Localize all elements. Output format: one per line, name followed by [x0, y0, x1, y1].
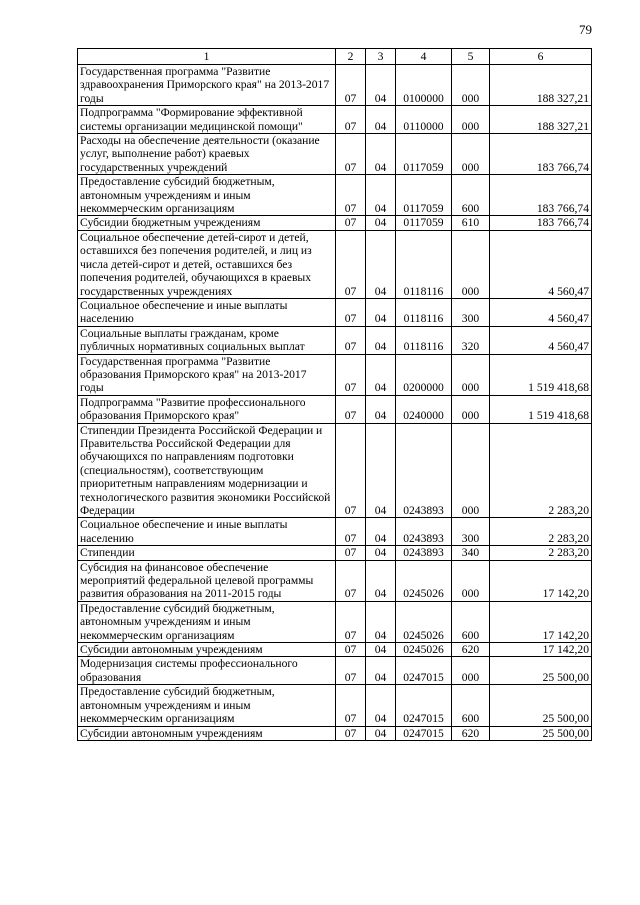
- row-code-3-cell: 04: [366, 216, 396, 230]
- row-code-3-cell: 04: [366, 106, 396, 134]
- row-amount-cell: 4 560,47: [490, 298, 592, 326]
- row-name-cell: Расходы на обеспечение деятельности (оказание услуг, выполнение работ) краевых государственных учреждений: [78, 134, 336, 175]
- table-row: [78, 518, 592, 546]
- table-row: [78, 354, 592, 395]
- budget-table-body: [78, 49, 592, 741]
- row-code-4-cell: 0245026: [396, 560, 452, 601]
- row-code-3-cell: 04: [366, 326, 396, 354]
- row-name-cell: Государственная программа "Развитие здравоохранения Приморского края" на 2013-2017 годы: [78, 65, 336, 106]
- row-code-2-cell: 07: [336, 685, 366, 726]
- row-code-4-cell: 0245026: [396, 601, 452, 642]
- column-header-4: 4: [396, 49, 452, 65]
- row-code-2-cell: 07: [336, 423, 366, 518]
- row-code-3-cell: 04: [366, 298, 396, 326]
- table-row: [78, 726, 592, 740]
- row-code-2-cell: 07: [336, 601, 366, 642]
- row-name-cell: Предоставление субсидий бюджетным, автономным учреждениям и иным некоммерческим организациям: [78, 685, 336, 726]
- table-row: [78, 423, 592, 518]
- column-header-1: 1: [78, 49, 336, 65]
- table-row: [78, 175, 592, 216]
- row-code-4-cell: 0118116: [396, 230, 452, 298]
- table-row: [78, 601, 592, 642]
- row-amount-cell: 4 560,47: [490, 230, 592, 298]
- row-code-2-cell: 07: [336, 726, 366, 740]
- row-code-2-cell: 07: [336, 326, 366, 354]
- row-amount-cell: 188 327,21: [490, 106, 592, 134]
- row-code-5-cell: 000: [452, 134, 490, 175]
- row-code-2-cell: 07: [336, 230, 366, 298]
- row-code-3-cell: 04: [366, 395, 396, 423]
- row-amount-cell: 183 766,74: [490, 134, 592, 175]
- row-code-5-cell: 600: [452, 175, 490, 216]
- row-code-2-cell: 07: [336, 657, 366, 685]
- row-code-5-cell: 300: [452, 518, 490, 546]
- row-code-3-cell: 04: [366, 685, 396, 726]
- table-row: [78, 560, 592, 601]
- row-code-4-cell: 0243893: [396, 423, 452, 518]
- row-code-2-cell: 07: [336, 560, 366, 601]
- row-code-2-cell: 07: [336, 395, 366, 423]
- row-amount-cell: 25 500,00: [490, 657, 592, 685]
- row-amount-cell: 183 766,74: [490, 175, 592, 216]
- row-code-5-cell: 610: [452, 216, 490, 230]
- row-code-4-cell: 0118116: [396, 326, 452, 354]
- row-amount-cell: 17 142,20: [490, 560, 592, 601]
- table-row: [78, 685, 592, 726]
- row-name-cell: Социальное обеспечение и иные выплаты населению: [78, 518, 336, 546]
- row-code-2-cell: 07: [336, 65, 366, 106]
- row-code-2-cell: 07: [336, 546, 366, 560]
- row-amount-cell: 2 283,20: [490, 423, 592, 518]
- row-code-3-cell: 04: [366, 134, 396, 175]
- row-code-5-cell: 340: [452, 546, 490, 560]
- row-name-cell: Субсидии автономным учреждениям: [78, 726, 336, 740]
- row-code-5-cell: 000: [452, 106, 490, 134]
- row-code-4-cell: 0240000: [396, 395, 452, 423]
- row-code-5-cell: 000: [452, 657, 490, 685]
- table-row: [78, 657, 592, 685]
- row-code-5-cell: 620: [452, 643, 490, 657]
- row-name-cell: Модернизация системы профессионального образования: [78, 657, 336, 685]
- row-code-2-cell: 07: [336, 643, 366, 657]
- row-code-4-cell: 0100000: [396, 65, 452, 106]
- row-name-cell: Предоставление субсидий бюджетным, автономным учреждениям и иным некоммерческим организациям: [78, 175, 336, 216]
- row-name-cell: Предоставление субсидий бюджетным, автономным учреждениям и иным некоммерческим организациям: [78, 601, 336, 642]
- row-code-2-cell: 07: [336, 216, 366, 230]
- table-row: [78, 134, 592, 175]
- row-code-3-cell: 04: [366, 65, 396, 106]
- row-amount-cell: 17 142,20: [490, 643, 592, 657]
- row-code-2-cell: 07: [336, 298, 366, 326]
- row-code-3-cell: 04: [366, 175, 396, 216]
- table-row: [78, 106, 592, 134]
- row-code-5-cell: 000: [452, 423, 490, 518]
- row-amount-cell: 25 500,00: [490, 685, 592, 726]
- row-code-3-cell: 04: [366, 518, 396, 546]
- row-code-5-cell: 300: [452, 298, 490, 326]
- row-code-4-cell: 0117059: [396, 216, 452, 230]
- page-number: 79: [579, 22, 592, 37]
- row-amount-cell: 2 283,20: [490, 546, 592, 560]
- row-name-cell: Социальное обеспечение и иные выплаты населению: [78, 298, 336, 326]
- row-name-cell: Субсидии автономным учреждениям: [78, 643, 336, 657]
- row-code-2-cell: 07: [336, 354, 366, 395]
- row-code-5-cell: 000: [452, 230, 490, 298]
- row-name-cell: Подпрограмма "Развитие профессионального образования Приморского края": [78, 395, 336, 423]
- row-code-4-cell: 0118116: [396, 298, 452, 326]
- row-code-5-cell: 000: [452, 354, 490, 395]
- row-amount-cell: 183 766,74: [490, 216, 592, 230]
- table-row: [78, 643, 592, 657]
- row-code-2-cell: 07: [336, 106, 366, 134]
- row-code-2-cell: 07: [336, 175, 366, 216]
- row-name-cell: Подпрограмма "Формирование эффективной системы организации медицинской помощи": [78, 106, 336, 134]
- column-header-5: 5: [452, 49, 490, 65]
- row-name-cell: Стипендии: [78, 546, 336, 560]
- table-row: [78, 546, 592, 560]
- row-code-4-cell: 0247015: [396, 685, 452, 726]
- row-code-3-cell: 04: [366, 230, 396, 298]
- row-code-4-cell: 0245026: [396, 643, 452, 657]
- row-name-cell: Стипендии Президента Российской Федерации и Правительства Российской Федерации для обучающихся по направлениям подготовки (специальностям), соответствующим приоритетным направлениям модернизации и технологического развития экономики Российской Федерации: [78, 423, 336, 518]
- row-name-cell: Социальные выплаты гражданам, кроме публичных нормативных социальных выплат: [78, 326, 336, 354]
- table-row: [78, 326, 592, 354]
- row-code-4-cell: 0247015: [396, 726, 452, 740]
- table-row: [78, 298, 592, 326]
- header-row: [78, 49, 592, 65]
- table-row: [78, 230, 592, 298]
- row-amount-cell: 17 142,20: [490, 601, 592, 642]
- row-code-3-cell: 04: [366, 560, 396, 601]
- row-name-cell: Социальное обеспечение детей-сирот и детей, оставшихся без попечения родителей, и лиц из числа детей-сирот и детей, оставшихся без попечения родителей, обучающихся в краевых государственных учреждениях: [78, 230, 336, 298]
- row-code-4-cell: 0200000: [396, 354, 452, 395]
- row-amount-cell: 2 283,20: [490, 518, 592, 546]
- row-code-4-cell: 0117059: [396, 175, 452, 216]
- table-row: [78, 395, 592, 423]
- row-code-4-cell: 0247015: [396, 657, 452, 685]
- row-amount-cell: 4 560,47: [490, 326, 592, 354]
- row-code-5-cell: 000: [452, 65, 490, 106]
- row-name-cell: Субсидии бюджетным учреждениям: [78, 216, 336, 230]
- table-row: [78, 65, 592, 106]
- row-code-3-cell: 04: [366, 354, 396, 395]
- row-code-4-cell: 0110000: [396, 106, 452, 134]
- row-code-4-cell: 0243893: [396, 518, 452, 546]
- row-code-5-cell: 600: [452, 601, 490, 642]
- column-header-3: 3: [366, 49, 396, 65]
- row-code-3-cell: 04: [366, 643, 396, 657]
- row-name-cell: Субсидия на финансовое обеспечение мероприятий федеральной целевой программы развития образования на 2011-2015 годы: [78, 560, 336, 601]
- row-amount-cell: 25 500,00: [490, 726, 592, 740]
- row-code-3-cell: 04: [366, 546, 396, 560]
- row-code-5-cell: 620: [452, 726, 490, 740]
- row-amount-cell: 1 519 418,68: [490, 395, 592, 423]
- table-row: [78, 216, 592, 230]
- row-code-2-cell: 07: [336, 134, 366, 175]
- row-amount-cell: 1 519 418,68: [490, 354, 592, 395]
- row-code-5-cell: 000: [452, 395, 490, 423]
- row-code-2-cell: 07: [336, 518, 366, 546]
- row-code-5-cell: 000: [452, 560, 490, 601]
- budget-table: [77, 48, 592, 741]
- row-code-4-cell: 0243893: [396, 546, 452, 560]
- row-amount-cell: 188 327,21: [490, 65, 592, 106]
- row-code-3-cell: 04: [366, 726, 396, 740]
- row-code-3-cell: 04: [366, 601, 396, 642]
- row-name-cell: Государственная программа "Развитие образования Приморского края" на 2013-2017 годы: [78, 354, 336, 395]
- row-code-3-cell: 04: [366, 423, 396, 518]
- row-code-5-cell: 600: [452, 685, 490, 726]
- column-header-2: 2: [336, 49, 366, 65]
- row-code-5-cell: 320: [452, 326, 490, 354]
- column-header-6: 6: [490, 49, 592, 65]
- row-code-3-cell: 04: [366, 657, 396, 685]
- row-code-4-cell: 0117059: [396, 134, 452, 175]
